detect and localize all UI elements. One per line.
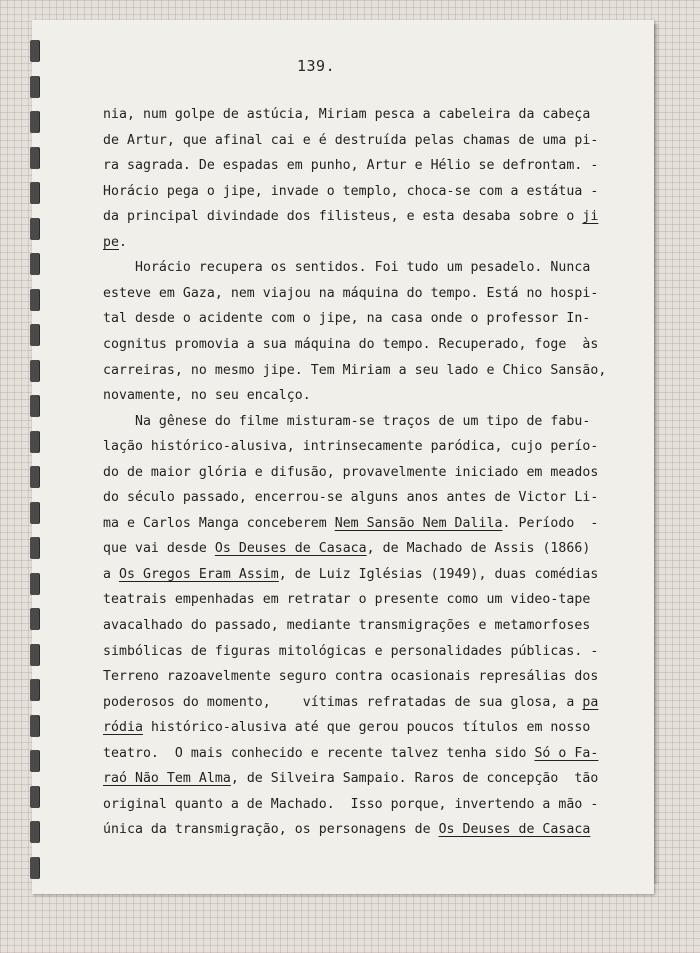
text-segment: .: [118, 235, 127, 250]
text-segment: histórico-alusiva até que gerou poucos títulos em nosso: [142, 720, 591, 735]
text-line: [103, 567, 598, 583]
text-line: [103, 363, 606, 379]
binding-ring: [30, 76, 39, 98]
binding-ring: [30, 218, 39, 240]
text-segment: Na gênese do filme misturam-se traços de um tipo de fabu-: [103, 414, 591, 429]
text-segment: da principal divindade dos filisteus, e esta desaba sobre o: [103, 209, 583, 224]
binding-ring: [30, 679, 39, 701]
page-number: 139.: [297, 57, 336, 75]
text-segment: ma e Carlos Manga conceberem: [103, 516, 335, 531]
binding-ring: [30, 821, 39, 843]
spiral-binding: [30, 40, 42, 890]
binding-ring: [30, 111, 39, 133]
text-segment: esteve em Gaza, nem viajou na máquina do tempo. Está no hospi-: [103, 286, 599, 301]
text-line: [103, 133, 598, 149]
underlined-title: ji: [582, 209, 599, 224]
typewritten-page: [32, 20, 654, 894]
binding-ring: [30, 324, 39, 346]
text-segment: poderosos do momento, vítimas refratadas de sua glosa, a: [103, 695, 583, 710]
text-line: [103, 516, 598, 532]
text-line: [103, 618, 590, 634]
text-segment: Horácio recupera os sentidos. Foi tudo um pesadelo. Nunca: [103, 260, 591, 275]
text-segment: do de maior glória e difusão, provavelmente iniciado em meados: [103, 465, 599, 480]
text-segment: única da transmigração, os personagens de: [103, 822, 439, 837]
text-line: [103, 465, 598, 481]
underlined-title: Os Deuses de Casaca: [214, 541, 367, 556]
text-line: [103, 822, 590, 838]
binding-ring: [30, 431, 39, 453]
text-segment: de Artur, que afinal cai e é destruída pelas chamas de uma pi-: [103, 133, 599, 148]
binding-ring: [30, 253, 39, 275]
text-line: [103, 184, 598, 200]
binding-ring: [30, 40, 39, 62]
binding-ring: [30, 537, 39, 559]
underlined-title: Os Gregos Eram Assim: [118, 567, 279, 582]
text-segment: lação histórico-alusiva, intrinsecamente paródica, cujo perío-: [103, 439, 599, 454]
text-segment: avacalhado do passado, mediante transmigrações e metamorfoses: [103, 618, 591, 633]
text-line: [103, 260, 590, 276]
text-line: [103, 695, 598, 711]
text-line: [103, 644, 598, 660]
text-line: [103, 439, 598, 455]
text-segment: Horácio pega o jipe, invade o templo, choca-se com a estátua -: [103, 184, 599, 199]
text-segment: Terreno razoavelmente seguro contra ocasionais represálias dos: [103, 669, 599, 684]
text-line: [103, 797, 598, 813]
binding-ring: [30, 573, 39, 595]
binding-ring: [30, 857, 39, 879]
underlined-title: raó Não Tem Alma: [103, 771, 231, 786]
text-line: [103, 158, 598, 174]
text-line: [103, 490, 598, 506]
text-segment: carreiras, no mesmo jipe. Tem Miriam a seu lado e Chico Sansão,: [103, 363, 607, 378]
underlined-title: pe: [103, 235, 119, 250]
binding-ring: [30, 182, 39, 204]
text-line: [103, 771, 598, 787]
text-segment: do século passado, encerrou-se alguns anos antes de Victor Li-: [103, 490, 599, 505]
text-line: [103, 337, 598, 353]
binding-ring: [30, 466, 39, 488]
text-line: [103, 720, 590, 736]
text-line: [103, 592, 590, 608]
text-segment: a: [103, 567, 119, 582]
text-line: [103, 746, 598, 762]
text-line: [103, 311, 590, 327]
binding-ring: [30, 147, 39, 169]
text-segment: ra sagrada. De espadas em punho, Artur e Hélio se defrontam. -: [103, 158, 599, 173]
text-line: [103, 286, 598, 302]
text-segment: teatro. O mais conhecido e recente talvez tenha sido: [103, 746, 535, 761]
text-line: [103, 107, 590, 123]
text-segment: original quanto a de Machado. Isso porque, invertendo a mão -: [103, 797, 599, 812]
page-edge-shadow: [654, 24, 660, 884]
text-line: [103, 388, 311, 404]
text-segment: teatrais empenhadas em retratar o presente como um video-tape: [103, 592, 591, 607]
binding-ring: [30, 395, 39, 417]
text-segment: tal desde o acidente com o jipe, na casa onde o professor In-: [103, 311, 591, 326]
binding-ring: [30, 786, 39, 808]
underlined-title: Nem Sansão Nem Dalila: [334, 516, 503, 531]
binding-ring: [30, 360, 39, 382]
text-line: [103, 669, 598, 685]
text-segment: , de Machado de Assis (1866): [366, 541, 591, 556]
text-segment: que vai desde: [103, 541, 215, 556]
text-line: [103, 209, 598, 225]
binding-ring: [30, 608, 39, 630]
text-segment: . Período -: [502, 516, 599, 531]
underlined-title: Só o Fa-: [534, 746, 599, 761]
binding-ring: [30, 644, 39, 666]
text-segment: , de Luiz Iglésias (1949), duas comédias: [278, 567, 599, 582]
text-segment: simbólicas de figuras mitológicas e personalidades públicas. -: [103, 644, 599, 659]
binding-ring: [30, 750, 39, 772]
underlined-title: ródia: [103, 720, 143, 735]
text-line: [103, 414, 590, 430]
text-segment: cognitus promovia a sua máquina do tempo. Recuperado, foge às: [103, 337, 599, 352]
binding-ring: [30, 502, 39, 524]
text-segment: nia, num golpe de astúcia, Miriam pesca a cabeleira da cabeça: [103, 107, 591, 122]
underlined-title: pa: [582, 695, 599, 710]
binding-ring: [30, 289, 39, 311]
text-segment: novamente, no seu encalço.: [103, 388, 311, 403]
text-line: [103, 541, 590, 557]
binding-ring: [30, 715, 39, 737]
underlined-title: Os Deuses de Casaca: [438, 822, 591, 837]
text-line: [103, 235, 127, 251]
text-segment: , de Silveira Sampaio. Raros de concepção tão: [230, 771, 599, 786]
